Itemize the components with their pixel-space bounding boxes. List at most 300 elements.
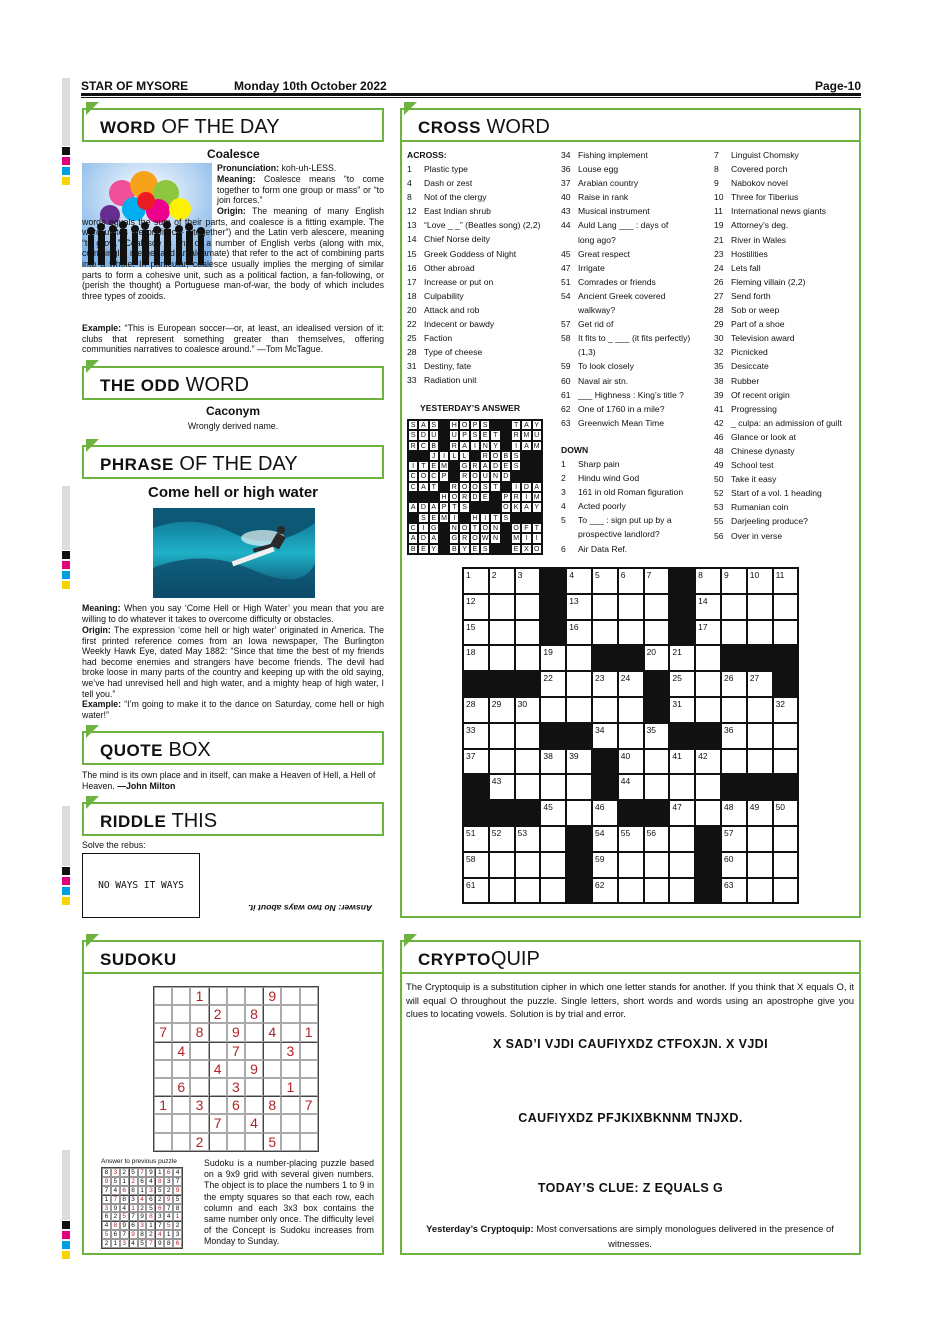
crossword-cell[interactable] — [695, 645, 721, 671]
sudoku-cell[interactable] — [190, 1005, 208, 1023]
clue-text: Arabian country — [578, 178, 639, 189]
clue-text: Picnicked — [731, 347, 768, 358]
sudoku-cell[interactable] — [190, 1060, 208, 1078]
sudoku-cell[interactable] — [172, 1114, 190, 1132]
crossword-cell[interactable] — [747, 878, 773, 904]
crossword-cell[interactable]: 19 — [540, 645, 566, 671]
black-square — [521, 471, 531, 481]
sudoku-cell[interactable] — [227, 1114, 245, 1132]
sudoku-cell[interactable]: 8 — [245, 1005, 263, 1023]
crossword-cell[interactable]: 24 — [618, 671, 644, 697]
crossword-cell[interactable] — [515, 723, 541, 749]
phrase-example: Example: “I’m going to make it to the dance on Saturday, come hell or high water!” — [82, 699, 384, 720]
sudoku-answer-cell: 5 — [129, 1168, 138, 1177]
sudoku-answer-cell: 4 — [120, 1204, 129, 1213]
crossword-cell[interactable]: 2 — [489, 568, 515, 594]
rebus-box: NO WAYS IT WAYS — [82, 853, 200, 918]
phrase-title: Come hell or high water — [147, 484, 319, 501]
sudoku-cell[interactable] — [263, 1060, 281, 1078]
crossword-cell[interactable]: 14 — [695, 594, 721, 620]
sudoku-cell[interactable] — [172, 987, 190, 1005]
crossword-cell[interactable] — [669, 826, 695, 852]
sudoku-cell[interactable]: 8 — [190, 1023, 208, 1041]
crossword-cell[interactable]: 47 — [669, 800, 695, 826]
crossword-cell[interactable]: 25 — [669, 671, 695, 697]
sudoku-answer-label: Answer to previous puzzle — [101, 1158, 177, 1165]
sudoku-cell[interactable]: 7 — [154, 1023, 172, 1041]
answer-cell: I — [439, 451, 449, 461]
crossword-cell[interactable]: 28 — [463, 697, 489, 723]
crossword-cell[interactable]: 45 — [540, 800, 566, 826]
crossword-cell[interactable]: 10 — [747, 568, 773, 594]
crossword-cell[interactable]: 8 — [695, 568, 721, 594]
crossword-cell[interactable]: 33 — [463, 723, 489, 749]
crossword-heading: CROSS WORD — [400, 108, 861, 142]
sudoku-cell[interactable]: 1 — [190, 987, 208, 1005]
crossword-cell[interactable]: 60 — [721, 852, 747, 878]
sudoku-answer-cell: 8 — [146, 1212, 155, 1221]
sudoku-cell[interactable] — [154, 1060, 172, 1078]
crossword-cell[interactable]: 59 — [592, 852, 618, 878]
crossword-cell[interactable] — [515, 852, 541, 878]
answer-cell: I — [480, 513, 490, 523]
crossword-cell[interactable]: 38 — [540, 749, 566, 775]
crossword-cell[interactable]: 36 — [721, 723, 747, 749]
crossword-cell[interactable] — [695, 697, 721, 723]
crossword-cell[interactable] — [515, 774, 541, 800]
answer-cell: O — [470, 482, 480, 492]
crossword-cell[interactable]: 9 — [721, 568, 747, 594]
crossword-cell[interactable]: 54 — [592, 826, 618, 852]
crossword-cell[interactable]: 51 — [463, 826, 489, 852]
clue-number: 10 — [714, 192, 724, 203]
answer-cell: R — [459, 471, 469, 481]
sudoku-cell[interactable] — [263, 1078, 281, 1096]
sudoku-cell[interactable] — [245, 1078, 263, 1096]
answer-cell: H — [470, 513, 480, 523]
black-square — [408, 492, 418, 502]
sudoku-cell[interactable]: 6 — [172, 1078, 190, 1096]
reg-mark — [62, 551, 70, 559]
crossword-cell[interactable] — [515, 594, 541, 620]
sudoku-cell[interactable] — [227, 1060, 245, 1078]
sudoku-cell[interactable]: 7 — [209, 1114, 227, 1132]
answer-cell: I — [521, 533, 531, 543]
crossword-cell[interactable] — [747, 852, 773, 878]
clue-number: 20 — [407, 304, 417, 315]
crossword-cell[interactable] — [540, 878, 566, 904]
clue-text: Send forth — [731, 290, 771, 301]
sudoku-answer-cell: 9 — [146, 1168, 155, 1177]
sudoku-cell[interactable] — [245, 1042, 263, 1060]
crossword-cell[interactable] — [747, 594, 773, 620]
answer-cell: O — [480, 523, 490, 533]
crossword-cell[interactable] — [773, 826, 799, 852]
sudoku-cell[interactable]: 8 — [263, 1096, 281, 1114]
crossword-cell[interactable]: 26 — [721, 671, 747, 697]
sudoku-cell[interactable] — [281, 1096, 299, 1114]
black-square — [511, 513, 521, 523]
sudoku-cell[interactable] — [300, 1060, 318, 1078]
crossword-cell[interactable] — [644, 594, 670, 620]
crossword-cell[interactable] — [566, 671, 592, 697]
crossword-cell[interactable] — [489, 620, 515, 646]
reg-mark — [62, 897, 70, 905]
crossword-cell[interactable] — [592, 697, 618, 723]
crossword-cell[interactable] — [747, 749, 773, 775]
answer-cell: A — [418, 482, 428, 492]
sudoku-cell[interactable] — [300, 1114, 318, 1132]
crossword-cell[interactable]: 42 — [695, 749, 721, 775]
down-label: DOWN — [561, 445, 589, 455]
answer-cell: X — [521, 544, 531, 554]
crossword-cell[interactable] — [540, 774, 566, 800]
sudoku-cell[interactable] — [281, 1005, 299, 1023]
corner-flag — [86, 439, 99, 452]
sudoku-answer-cell: 1 — [138, 1186, 147, 1195]
sudoku-cell[interactable] — [263, 1114, 281, 1132]
crossword-cell[interactable]: 4 — [566, 568, 592, 594]
crossword-cell[interactable] — [540, 826, 566, 852]
crossword-cell[interactable] — [695, 671, 721, 697]
answer-cell: Y — [459, 544, 469, 554]
sudoku-cell[interactable] — [227, 1005, 245, 1023]
sudoku-cell[interactable]: 1 — [281, 1078, 299, 1096]
crossword-cell[interactable]: 52 — [489, 826, 515, 852]
crossword-cell[interactable] — [566, 645, 592, 671]
sudoku-cell[interactable] — [154, 1114, 172, 1132]
crossword-cell[interactable]: 37 — [463, 749, 489, 775]
crossword-cell[interactable] — [515, 878, 541, 904]
clue-number: 4 — [561, 501, 566, 512]
sudoku-cell[interactable] — [154, 1133, 172, 1151]
sudoku-cell[interactable] — [281, 1023, 299, 1041]
sudoku-cell[interactable] — [245, 1096, 263, 1114]
crossword-cell[interactable]: 21 — [669, 645, 695, 671]
clue — [714, 261, 842, 275]
crossword-cell[interactable]: 31 — [669, 697, 695, 723]
crossword-cell[interactable] — [773, 878, 799, 904]
crossword-cell[interactable] — [747, 697, 773, 723]
answer-cell: A — [521, 420, 531, 430]
sudoku-cell[interactable] — [154, 1005, 172, 1023]
sudoku-cell[interactable] — [245, 987, 263, 1005]
sudoku-cell[interactable] — [172, 1023, 190, 1041]
crossword-cell[interactable] — [540, 852, 566, 878]
crossword-cell[interactable]: 63 — [721, 878, 747, 904]
crossword-cell[interactable]: 34 — [592, 723, 618, 749]
crossword-cell[interactable] — [489, 878, 515, 904]
crossword-cell[interactable] — [773, 594, 799, 620]
sudoku-answer-cell: 2 — [146, 1230, 155, 1239]
crossword-cell[interactable]: 7 — [644, 568, 670, 594]
sudoku-cell[interactable]: 3 — [281, 1042, 299, 1060]
answer-cell: C — [408, 523, 418, 533]
crossword-cell[interactable]: 56 — [644, 826, 670, 852]
crossword-cell[interactable]: 48 — [721, 800, 747, 826]
clue — [561, 190, 690, 204]
clue-number: 23 — [714, 248, 724, 259]
crossword-cell[interactable]: 18 — [463, 645, 489, 671]
black-square — [592, 774, 618, 800]
crossword-cell[interactable]: 23 — [592, 671, 618, 697]
crossword-cell[interactable]: 13 — [566, 594, 592, 620]
crossword-cell[interactable] — [721, 594, 747, 620]
crossword-cell[interactable] — [618, 620, 644, 646]
crossword-cell[interactable] — [644, 774, 670, 800]
sudoku-cell[interactable] — [300, 1078, 318, 1096]
crossword-cell[interactable] — [618, 594, 644, 620]
crossword-cell[interactable] — [618, 723, 644, 749]
sudoku-cell[interactable] — [209, 987, 227, 1005]
sudoku-cell[interactable]: 9 — [263, 987, 281, 1005]
crossword-cell[interactable] — [592, 620, 618, 646]
crossword-cell[interactable]: 5 — [592, 568, 618, 594]
sudoku-cell[interactable] — [172, 1096, 190, 1114]
crossword-cell[interactable]: 35 — [644, 723, 670, 749]
crossword-cell[interactable] — [695, 800, 721, 826]
sudoku-cell[interactable] — [190, 1042, 208, 1060]
crossword-cell[interactable] — [644, 620, 670, 646]
clue-number: 37 — [561, 178, 571, 189]
sudoku-answer-cell: 5 — [120, 1212, 129, 1221]
cryptoquip-heading: CRYPTOQUIP — [400, 940, 861, 974]
crossword-cell[interactable]: 29 — [489, 697, 515, 723]
sudoku-answer-cell: 9 — [173, 1186, 182, 1195]
crossword-cell[interactable]: 53 — [515, 826, 541, 852]
crossword-cell[interactable]: 6 — [618, 568, 644, 594]
answer-cell: E — [501, 461, 511, 471]
sudoku-cell[interactable]: 9 — [245, 1060, 263, 1078]
sudoku-cell[interactable] — [209, 1096, 227, 1114]
sudoku-cell[interactable] — [172, 1060, 190, 1078]
answer-cell: I — [532, 533, 542, 543]
sudoku-cell[interactable]: 1 — [300, 1023, 318, 1041]
black-square — [408, 451, 418, 461]
sudoku-cell[interactable]: 6 — [227, 1096, 245, 1114]
crossword-cell[interactable] — [644, 878, 670, 904]
crossword-cell[interactable]: 57 — [721, 826, 747, 852]
crossword-cell[interactable] — [566, 800, 592, 826]
crossword-cell[interactable] — [489, 852, 515, 878]
crossword-cell[interactable] — [773, 723, 799, 749]
sudoku-answer-cell: 7 — [155, 1221, 164, 1230]
crossword-cell[interactable]: 46 — [592, 800, 618, 826]
crossword-cell[interactable]: 43 — [489, 774, 515, 800]
crossword-cell[interactable]: 61 — [463, 878, 489, 904]
sudoku-cell[interactable] — [300, 1042, 318, 1060]
sudoku-cell[interactable]: 1 — [154, 1096, 172, 1114]
answer-cell: T — [429, 482, 439, 492]
sudoku-cell[interactable]: 7 — [227, 1042, 245, 1060]
crossword-cell[interactable] — [618, 878, 644, 904]
sudoku-cell[interactable] — [263, 1005, 281, 1023]
crossword-cell[interactable] — [747, 826, 773, 852]
crossword-cell[interactable] — [721, 749, 747, 775]
crossword-cell[interactable] — [489, 749, 515, 775]
sudoku-cell[interactable]: 7 — [300, 1096, 318, 1114]
crossword-cell[interactable] — [773, 749, 799, 775]
cryptoquip-line-1: X SAD’I VJDI CAUFIYXDZ CTFOXJN. X VJDI — [493, 1037, 768, 1051]
sudoku-cell[interactable] — [209, 1023, 227, 1041]
answer-cell: A — [521, 502, 531, 512]
sudoku-cell[interactable]: 5 — [263, 1133, 281, 1151]
crossword-cell[interactable] — [566, 697, 592, 723]
crossword-cell[interactable] — [618, 852, 644, 878]
sudoku-cell[interactable]: 9 — [227, 1023, 245, 1041]
sudoku-cell[interactable] — [154, 1042, 172, 1060]
crossword-cell[interactable]: 12 — [463, 594, 489, 620]
sudoku-cell[interactable]: 3 — [190, 1096, 208, 1114]
clue-text: To look closely — [578, 361, 634, 372]
crossword-cell[interactable]: 20 — [644, 645, 670, 671]
crossword-cell[interactable] — [515, 645, 541, 671]
crossword-cell[interactable]: 49 — [747, 800, 773, 826]
answer-cell: A — [408, 533, 418, 543]
crossword-cell[interactable]: 17 — [695, 620, 721, 646]
crossword-cell[interactable] — [489, 645, 515, 671]
crossword-cell[interactable]: 32 — [773, 697, 799, 723]
crossword-cell[interactable]: 41 — [669, 749, 695, 775]
crossword-cell[interactable]: 22 — [540, 671, 566, 697]
crossword-cell[interactable] — [644, 852, 670, 878]
crossword-cell[interactable] — [618, 697, 644, 723]
crossword-cell[interactable] — [669, 852, 695, 878]
crossword-cell[interactable]: 55 — [618, 826, 644, 852]
sudoku-cell[interactable] — [300, 1005, 318, 1023]
answer-cell: P — [459, 430, 469, 440]
crossword-cell[interactable] — [489, 594, 515, 620]
sudoku-cell[interactable] — [263, 1042, 281, 1060]
clue-number: 59 — [561, 361, 571, 372]
issue-date: Monday 10th October 2022 — [234, 79, 387, 93]
answer-cell: O — [490, 451, 500, 461]
sudoku-cell[interactable] — [281, 1133, 299, 1151]
crossword-cell[interactable] — [515, 620, 541, 646]
sudoku-cell[interactable] — [172, 1133, 190, 1151]
black-square — [532, 451, 542, 461]
crossword-cell[interactable] — [489, 723, 515, 749]
reg-mark — [62, 561, 70, 569]
sudoku-answer-cell: 2 — [120, 1168, 129, 1177]
clue — [407, 331, 541, 345]
crossword-cell[interactable]: 11 — [773, 568, 799, 594]
sudoku-heading: SUDOKU — [82, 940, 384, 974]
sudoku-cell[interactable]: 4 — [172, 1042, 190, 1060]
clue-text: Lets fall — [731, 262, 761, 273]
sudoku-cell[interactable] — [300, 987, 318, 1005]
crossword-cell[interactable]: 27 — [747, 671, 773, 697]
clue — [714, 233, 842, 247]
crossword-cell[interactable]: 1 — [463, 568, 489, 594]
clue-number: 3 — [561, 487, 566, 498]
sudoku-cell[interactable] — [300, 1133, 318, 1151]
crossword-cell[interactable]: 39 — [566, 749, 592, 775]
sudoku-cell[interactable] — [209, 1078, 227, 1096]
sudoku-cell[interactable] — [245, 1133, 263, 1151]
sudoku-cell[interactable] — [154, 987, 172, 1005]
sudoku-cell[interactable] — [209, 1042, 227, 1060]
crossword-cell[interactable]: 58 — [463, 852, 489, 878]
sudoku-cell[interactable] — [190, 1114, 208, 1132]
crossword-cell[interactable] — [540, 697, 566, 723]
clue — [714, 275, 842, 289]
crossword-cell[interactable]: 15 — [463, 620, 489, 646]
sudoku-cell[interactable] — [281, 1114, 299, 1132]
clue-number: 34 — [561, 150, 571, 160]
sudoku-cell[interactable]: 3 — [227, 1078, 245, 1096]
crossword-cell[interactable] — [747, 723, 773, 749]
crossword-cell[interactable] — [721, 620, 747, 646]
cryptoquip-line-2: CAUFIYXDZ PFJKIXBKNNM TNJXD. — [518, 1111, 743, 1125]
crossword-cell[interactable] — [592, 594, 618, 620]
clue-number: 31 — [407, 361, 417, 372]
crossword-cell[interactable] — [773, 852, 799, 878]
page-header — [81, 78, 861, 96]
answer-cell: E — [429, 513, 439, 523]
crossword-cell[interactable] — [669, 878, 695, 904]
crossword-cell[interactable] — [669, 774, 695, 800]
sudoku-cell[interactable] — [227, 1133, 245, 1151]
sudoku-cell[interactable] — [245, 1023, 263, 1041]
crossword-cell[interactable]: 3 — [515, 568, 541, 594]
crossword-cell[interactable] — [773, 620, 799, 646]
sudoku-cell[interactable] — [209, 1133, 227, 1151]
sudoku-cell[interactable]: 2 — [209, 1005, 227, 1023]
clue-number: 7 — [714, 150, 719, 160]
black-square — [501, 544, 511, 554]
crossword-cell[interactable]: 44 — [618, 774, 644, 800]
crossword-cell[interactable]: 30 — [515, 697, 541, 723]
black-square — [566, 723, 592, 749]
crossword-cell[interactable]: 50 — [773, 800, 799, 826]
reg-mark — [62, 887, 70, 895]
cryptoquip-intro: The Cryptoquip is a substitution cipher in which one letter stands for another. If you think that X equals O, it will equal O throughout the puzzle. Single letters, short words and words using an apostrophe give you clues to locating vowels. Solution is by trial and error. — [406, 981, 854, 1019]
answer-cell: R — [449, 441, 459, 451]
sudoku-cell[interactable]: 4 — [245, 1114, 263, 1132]
black-square — [669, 723, 695, 749]
clue — [714, 500, 842, 514]
clue-text: School test — [731, 460, 774, 471]
crossword-cell[interactable]: 62 — [592, 878, 618, 904]
sudoku-answer-cell: 3 — [129, 1195, 138, 1204]
sudoku-cell[interactable]: 4 — [263, 1023, 281, 1041]
sudoku-cell[interactable] — [227, 987, 245, 1005]
answer-cell: G — [459, 461, 469, 471]
crossword-cell[interactable] — [515, 749, 541, 775]
crossword-cell[interactable]: 16 — [566, 620, 592, 646]
crossword-cell[interactable]: 40 — [618, 749, 644, 775]
sudoku-cell[interactable] — [281, 987, 299, 1005]
clue-text: prospective landlord? — [578, 529, 660, 540]
clue-text: Rubber — [731, 375, 760, 386]
crossword-cell[interactable] — [644, 749, 670, 775]
crossword-cell[interactable] — [721, 697, 747, 723]
answer-cell: E — [429, 461, 439, 471]
crossword-cell[interactable] — [695, 774, 721, 800]
crossword-cell[interactable] — [747, 620, 773, 646]
clue-number: 60 — [561, 375, 571, 386]
sudoku-cell[interactable]: 2 — [190, 1133, 208, 1151]
sudoku-cell[interactable] — [281, 1060, 299, 1078]
sudoku-cell[interactable] — [154, 1078, 172, 1096]
sudoku-cell[interactable] — [172, 1005, 190, 1023]
black-square — [501, 430, 511, 440]
sudoku-cell[interactable]: 4 — [209, 1060, 227, 1078]
sudoku-cell[interactable] — [190, 1078, 208, 1096]
sudoku-answer-cell: 1 — [164, 1230, 173, 1239]
crossword-cell[interactable] — [566, 774, 592, 800]
